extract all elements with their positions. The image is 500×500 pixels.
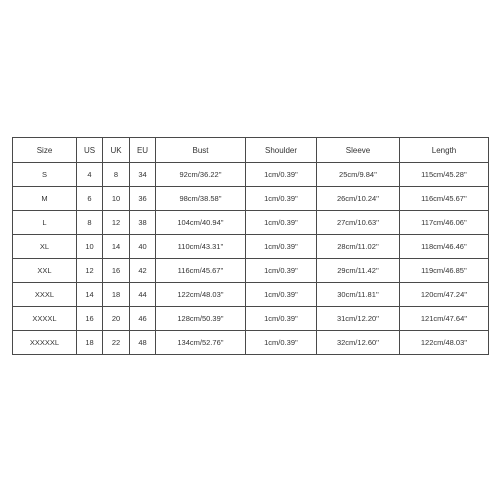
cell-length: 116cm/45.67'' <box>400 187 489 211</box>
cell-length: 122cm/48.03'' <box>400 331 489 355</box>
table-row <box>13 235 489 259</box>
cell-uk: 18 <box>103 283 130 307</box>
cell-eu: 36 <box>130 187 156 211</box>
cell-eu: 34 <box>130 163 156 187</box>
cell-us: 16 <box>77 307 103 331</box>
cell-eu: 48 <box>130 331 156 355</box>
cell-bust: 134cm/52.76'' <box>156 331 246 355</box>
cell-size: XXXXXL <box>13 331 77 355</box>
cell-shoulder: 1cm/0.39'' <box>246 187 317 211</box>
cell-us: 4 <box>77 163 103 187</box>
cell-us: 18 <box>77 331 103 355</box>
cell-uk: 12 <box>103 211 130 235</box>
cell-bust: 104cm/40.94'' <box>156 211 246 235</box>
cell-shoulder: 1cm/0.39'' <box>246 259 317 283</box>
cell-sleeve: 30cm/11.81'' <box>317 283 400 307</box>
cell-shoulder: 1cm/0.39'' <box>246 331 317 355</box>
cell-length: 119cm/46.85'' <box>400 259 489 283</box>
cell-us: 14 <box>77 283 103 307</box>
header-size: Size <box>13 138 77 163</box>
cell-uk: 22 <box>103 331 130 355</box>
cell-length: 115cm/45.28'' <box>400 163 489 187</box>
header-shoulder: Shoulder <box>246 138 317 163</box>
table-row <box>13 163 489 187</box>
cell-eu: 38 <box>130 211 156 235</box>
cell-shoulder: 1cm/0.39'' <box>246 307 317 331</box>
cell-sleeve: 26cm/10.24'' <box>317 187 400 211</box>
table-row <box>13 283 489 307</box>
cell-uk: 16 <box>103 259 130 283</box>
cell-bust: 98cm/38.58'' <box>156 187 246 211</box>
cell-size: XXL <box>13 259 77 283</box>
cell-bust: 110cm/43.31'' <box>156 235 246 259</box>
cell-eu: 46 <box>130 307 156 331</box>
header-sleeve: Sleeve <box>317 138 400 163</box>
cell-length: 121cm/47.64'' <box>400 307 489 331</box>
cell-bust: 92cm/36.22'' <box>156 163 246 187</box>
cell-size: M <box>13 187 77 211</box>
cell-sleeve: 28cm/11.02'' <box>317 235 400 259</box>
header-us: US <box>77 138 103 163</box>
header-uk: UK <box>103 138 130 163</box>
cell-bust: 122cm/48.03'' <box>156 283 246 307</box>
cell-uk: 8 <box>103 163 130 187</box>
table-row <box>13 187 489 211</box>
cell-bust: 116cm/45.67'' <box>156 259 246 283</box>
header-bust: Bust <box>156 138 246 163</box>
cell-shoulder: 1cm/0.39'' <box>246 283 317 307</box>
cell-eu: 40 <box>130 235 156 259</box>
cell-uk: 20 <box>103 307 130 331</box>
cell-shoulder: 1cm/0.39'' <box>246 163 317 187</box>
cell-us: 12 <box>77 259 103 283</box>
cell-shoulder: 1cm/0.39'' <box>246 235 317 259</box>
cell-size: S <box>13 163 77 187</box>
cell-sleeve: 31cm/12.20'' <box>317 307 400 331</box>
cell-us: 10 <box>77 235 103 259</box>
cell-size: XXXXL <box>13 307 77 331</box>
cell-sleeve: 25cm/9.84'' <box>317 163 400 187</box>
cell-size: L <box>13 211 77 235</box>
cell-size: XL <box>13 235 77 259</box>
header-length: Length <box>400 138 489 163</box>
table-row <box>13 307 489 331</box>
cell-uk: 14 <box>103 235 130 259</box>
table-row <box>13 211 489 235</box>
cell-bust: 128cm/50.39'' <box>156 307 246 331</box>
cell-us: 8 <box>77 211 103 235</box>
header-eu: EU <box>130 138 156 163</box>
cell-size: XXXL <box>13 283 77 307</box>
table-header-row <box>13 138 489 163</box>
cell-sleeve: 32cm/12.60'' <box>317 331 400 355</box>
cell-eu: 42 <box>130 259 156 283</box>
cell-uk: 10 <box>103 187 130 211</box>
cell-shoulder: 1cm/0.39'' <box>246 211 317 235</box>
table-row <box>13 259 489 283</box>
cell-us: 6 <box>77 187 103 211</box>
size-chart-table <box>12 137 489 355</box>
cell-sleeve: 29cm/11.42'' <box>317 259 400 283</box>
cell-sleeve: 27cm/10.63'' <box>317 211 400 235</box>
cell-length: 120cm/47.24'' <box>400 283 489 307</box>
table-row <box>13 331 489 355</box>
cell-length: 117cm/46.06'' <box>400 211 489 235</box>
cell-eu: 44 <box>130 283 156 307</box>
cell-length: 118cm/46.46'' <box>400 235 489 259</box>
